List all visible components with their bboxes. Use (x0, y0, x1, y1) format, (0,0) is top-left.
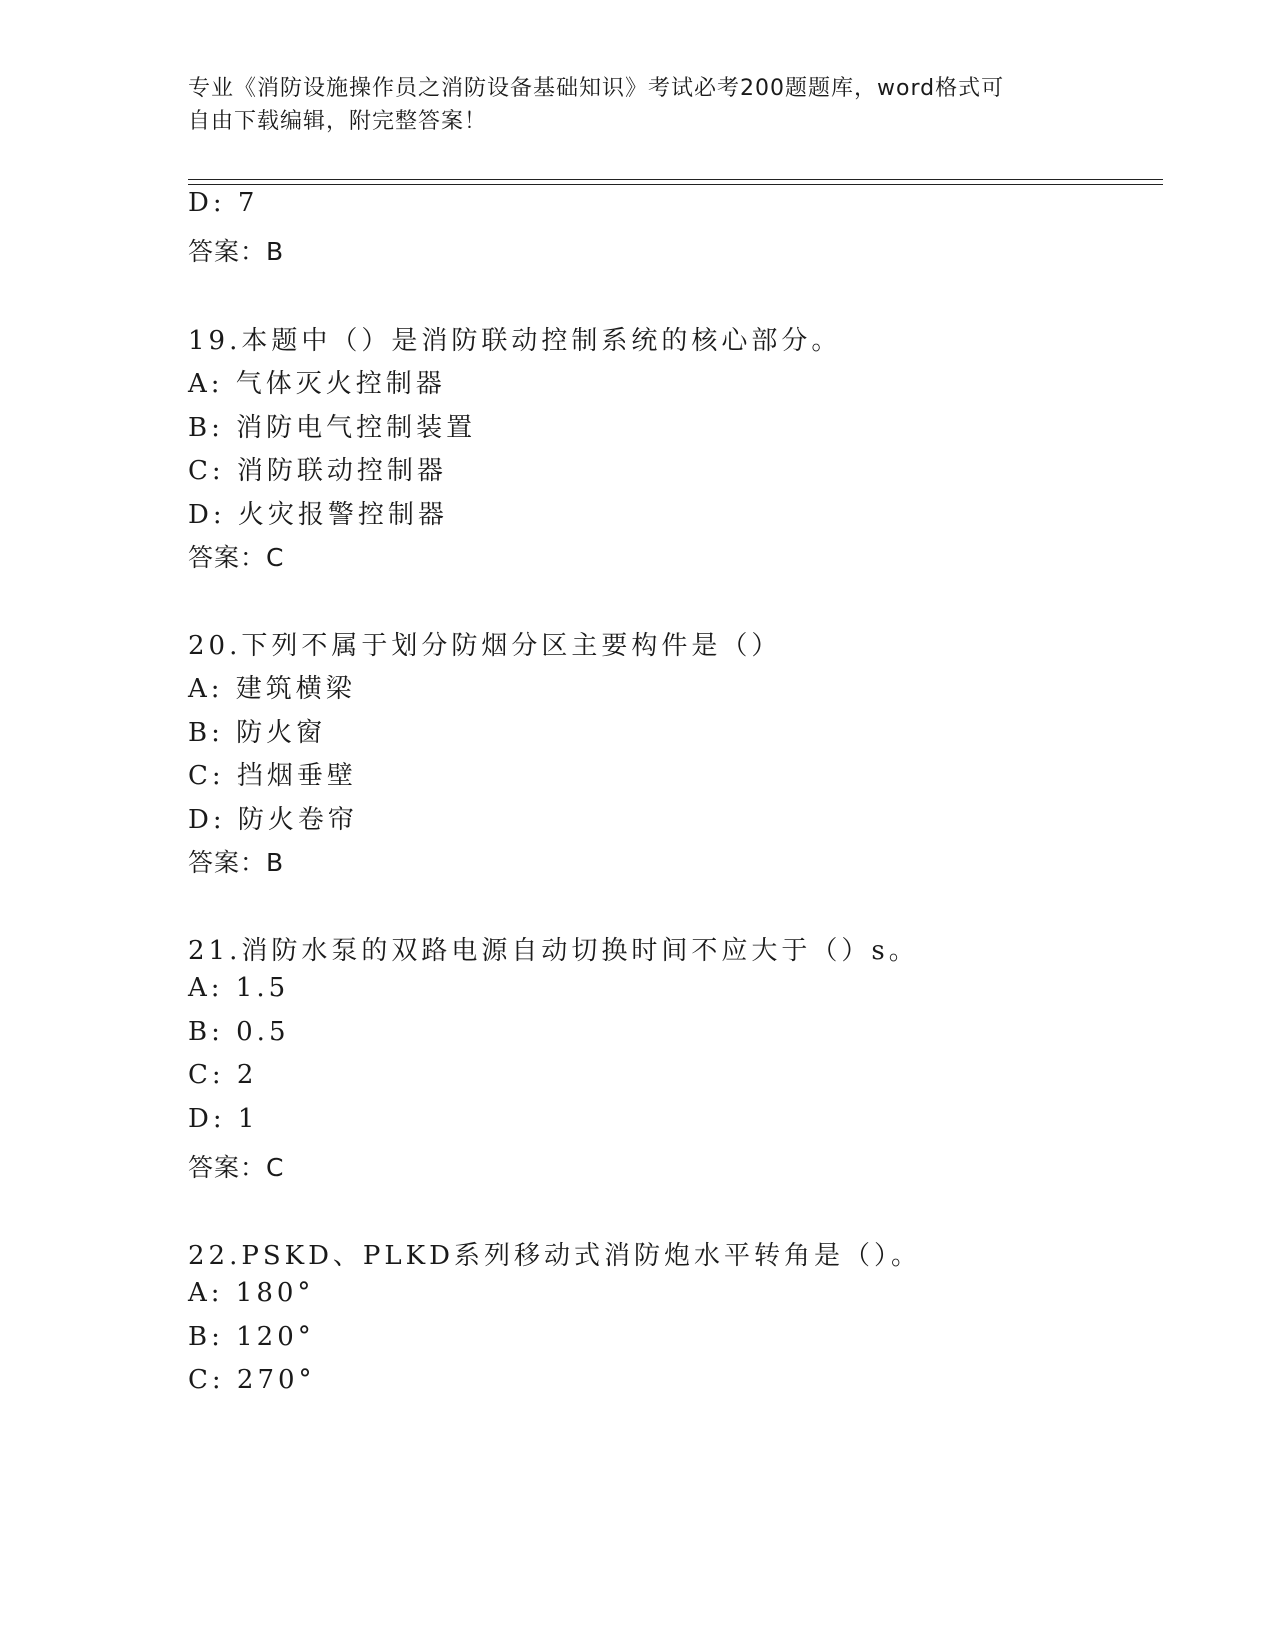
question-21-option-d: D: 1 (188, 1104, 259, 1134)
question-22-option-a: A: 180° (188, 1278, 315, 1308)
question-21-stem: 21.消防水泵的双路电源自动切换时间不应大于（）s。 (188, 936, 919, 966)
question-20-option-d: D: 防火卷帘 (188, 805, 358, 835)
question-21-answer: 答案：C (188, 1153, 285, 1182)
question-19-option-d: D: 火灾报警控制器 (188, 500, 448, 530)
question-20-option-b: B: 防火窗 (188, 718, 327, 748)
question-20-stem: 20.下列不属于划分防烟分区主要构件是（） (188, 631, 782, 661)
question-22-option-b: B: 120° (188, 1322, 315, 1352)
question-21-option-a: A: 1.5 (188, 973, 290, 1003)
question-21-option-b: B: 0.5 (188, 1017, 290, 1047)
header-divider-bottom (188, 184, 1163, 185)
header-title-line-1: 专业《消防设施操作员之消防设备基础知识》考试必考200题题库，word格式可 (188, 76, 1005, 101)
question-20-answer: 答案：B (188, 848, 285, 877)
document-header (188, 72, 1088, 138)
answer-line: 答案：B (188, 237, 285, 266)
header-title-line-2: 自由下载编辑，附完整答案！ (188, 109, 488, 134)
question-20-option-a: A: 建筑横梁 (188, 674, 356, 704)
question-19-stem: 19.本题中（）是消防联动控制系统的核心部分。 (188, 326, 842, 356)
question-22-option-c: C: 270° (188, 1365, 316, 1395)
question-20-option-c: C: 挡烟垂壁 (188, 761, 357, 791)
question-19-option-b: B: 消防电气控制装置 (188, 413, 477, 443)
option-d: D: 7 (188, 188, 259, 218)
header-divider-top (188, 179, 1163, 180)
question-19-option-a: A: 气体灭火控制器 (188, 369, 446, 399)
question-19-option-c: C: 消防联动控制器 (188, 456, 447, 486)
question-22-stem: 22.PSKD、PLKD系列移动式消防炮水平转角是（）。 (188, 1241, 921, 1271)
question-21-option-c: C: 2 (188, 1060, 258, 1090)
question-19-answer: 答案：C (188, 543, 285, 572)
